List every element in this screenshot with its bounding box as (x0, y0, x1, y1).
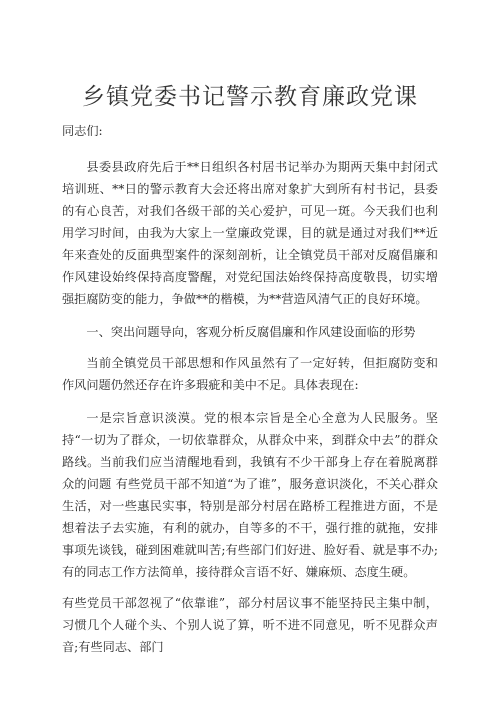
document-body (62, 120, 438, 658)
paragraph-point-one: 一是宗旨意识淡漠。党的根本宗旨是全心全意为人民服务。坚持“一切为了群众，一切依靠群众，从群众中来，到群众中去”的群众路线。当前我们应当清醒地看到，我镇有不少干部身上存在着脱离群众的问题 有些党员干部不知道“为了谁”，服务意识淡化，不关心群众生活，对一些惠民实事，特别是部分村居在路桥工程推进方面，不是想着法子去实施，有利的就办，自等多的不干，强行推的就拖，安排事项先谈钱，碰到困难就叫苦;有些部门们好进、脸好看、就是事不办;有的同志工作方法简单，接待群众言语不好、嫌麻烦、态度生硬。 (62, 411, 438, 579)
greeting: 同志们: (62, 124, 103, 138)
document-title: 乡镇党委书记警示教育廉政党课 (82, 84, 418, 110)
paragraph-intro: 县委县政府先后于**日组织各村居书记举办为期两天集中封闭式培训班、**日的警示教育大会还将出席对象扩大到所有村书记，县委的有心良苦，对我们各级干部的关心爱护，可见一斑。今天我们也利用学习时间，由我为大家上一堂廉政党课，目的就是通过对我们**近年来查处的反面典型案件的深刻剖析，让全镇党员干部对反腐倡廉和作风建设始终保持高度警醒，对党纪国法始终保持高度敬畏，切实增强拒腐防变的能力，争做**的楷模，为**营造风清气正的良好环境。 (62, 160, 438, 306)
paragraph-depend-on-whom: 有些党员干部忽视了“依靠谁”，部分村居议事不能坚持民主集中制，习惯几个人碰个头、个别人说了算，听不进不同意见，听不见群众声音;有些同志、部门 (62, 596, 438, 654)
section-heading: 一、突出问题导向，客观分析反腐倡廉和作风建设面临的形势 (86, 325, 416, 339)
paragraph-situation: 当前全镇党员干部思想和作风虽然有了一定好转，但拒腐防变和作风问题仍然还存在许多瑕疵和美中不足。具体表现在: (62, 356, 438, 392)
